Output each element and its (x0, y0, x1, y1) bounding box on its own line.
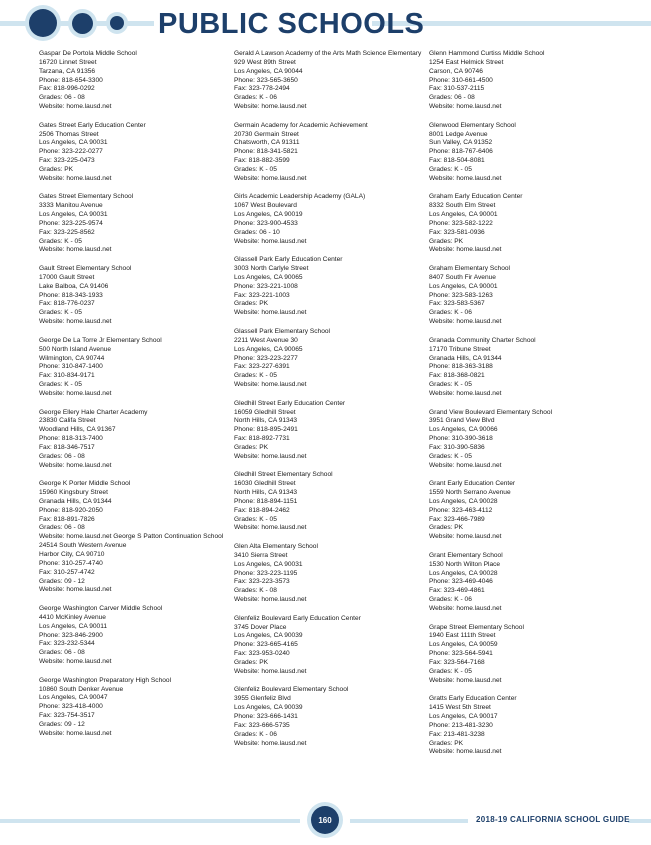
school-phone: Phone: 323-221-1008 (234, 282, 298, 290)
school-grades: Grades: K - 05 (429, 165, 472, 173)
page-number: 160 (318, 815, 332, 825)
school-website: Website: home.lausd.net (234, 596, 307, 604)
school-fax: Fax: 818-346-7517 (39, 443, 95, 451)
school-detail-line: 15960 Kingsbury Street (39, 489, 108, 497)
school-entry (234, 471, 419, 533)
school-detail-line: Granada Hills, CA 91344 (429, 354, 502, 362)
school-fax: Fax: 213-481-3238 (429, 730, 485, 738)
footer-rule-left (0, 819, 300, 823)
school-entry (429, 337, 614, 399)
school-fax: Fax: 323-469-4861 (429, 587, 485, 595)
page-number-badge (311, 806, 339, 834)
school-grades: Grades: K - 06 (234, 730, 277, 738)
header-rule-segment (124, 21, 154, 26)
school-website: Website: home.lausd.net (429, 748, 502, 756)
school-name: Gratts Early Education Center (429, 695, 517, 703)
school-entry (39, 480, 224, 595)
school-entry (39, 122, 224, 184)
school-grades: Grades: K - 05 (429, 452, 472, 460)
school-detail-line: 16059 Gledhill Street (234, 408, 296, 416)
school-detail-line: Tarzana, CA 91356 (39, 67, 96, 75)
school-grades: Grades: K - 05 (39, 381, 82, 389)
school-grades: Grades: PK (234, 659, 269, 666)
school-grades: Grades: 09 - 12 (39, 577, 85, 585)
school-name: Glenn Hammond Curtiss Middle School (429, 50, 545, 57)
school-website: Website: home.lausd.net (429, 604, 502, 612)
school-entry (234, 256, 419, 318)
school-detail-line: 3003 North Carlyle Street (234, 265, 309, 273)
school-phone: Phone: 818-767-6406 (429, 148, 493, 156)
school-website: Website: home.lausd.net (39, 658, 112, 666)
school-grades: Grades: 06 - 08 (39, 649, 85, 657)
school-phone: Phone: 323-665-4165 (234, 641, 298, 649)
school-fax: Fax: 323-666-5735 (234, 721, 290, 729)
school-fax: Fax: 818-996-0292 (39, 85, 95, 93)
school-grades: Grades: 06 - 08 (39, 94, 85, 102)
school-phone: Phone: 323-666-1431 (234, 713, 298, 721)
school-grades: Grades: PK (429, 237, 464, 245)
school-grades: Grades: K - 05 (234, 515, 277, 523)
header-rule-left (0, 21, 30, 26)
school-grades: Grades: 09 - 12 (39, 720, 85, 728)
school-website: Website: home.lausd.net (234, 667, 307, 675)
school-phone: Phone: 818-894-1151 (234, 497, 298, 505)
school-detail-line: Los Angeles, CA 90059 (429, 641, 498, 649)
school-grades: Grades: K - 08 (234, 587, 277, 595)
school-website: Website: home.lausd.net (429, 174, 502, 182)
school-fax: Fax: 323-223-3573 (234, 578, 290, 586)
school-website: Website: home.lausd.net (234, 237, 307, 245)
school-detail-line: 3745 Dover Place (234, 623, 287, 631)
header-dot-small (110, 16, 124, 30)
school-website: Website: home.lausd.net George S Patton Continuation School (39, 533, 224, 541)
school-website: Website: home.lausd.net (39, 103, 112, 111)
school-detail-line: 1530 North Wilton Place (429, 560, 501, 568)
school-name: Glenfeliz Boulevard Elementary School (234, 686, 349, 694)
school-name: Gledhill Street Elementary School (234, 471, 333, 479)
school-detail-line: Los Angeles, CA 90065 (234, 345, 303, 353)
school-name: George Washington Preparatory High School (39, 676, 172, 684)
school-detail-line: North Hills, CA 91343 (234, 489, 298, 497)
school-name: Gerald A Lawson Academy of the Arts Math Science Elementary (234, 50, 422, 57)
school-phone: Phone: 310-257-4740 (39, 559, 103, 567)
school-entry (234, 615, 419, 677)
school-name: Grape Street Elementary School (429, 623, 524, 631)
school-phone: Phone: 323-469-4046 (429, 578, 493, 586)
school-detail-line: 16720 Linnet Street (39, 58, 97, 66)
school-phone: Phone: 310-661-4500 (429, 76, 493, 84)
footer-rule-right (628, 819, 651, 823)
school-name: Gault Street Elementary School (39, 265, 132, 273)
school-name: George K Porter Middle School (39, 480, 131, 488)
school-detail-line: Los Angeles, CA 90031 (234, 560, 303, 568)
school-grades: Grades: 06 - 08 (39, 524, 85, 532)
school-entry (429, 193, 614, 255)
header-bar (0, 0, 651, 48)
school-phone: Phone: 818-654-3300 (39, 76, 103, 84)
school-website: Website: home.lausd.net (234, 174, 307, 182)
school-fax: Fax: 310-834-9171 (39, 372, 95, 380)
school-phone: Phone: 818-895-2491 (234, 426, 298, 434)
school-website: Website: home.lausd.net (429, 246, 502, 254)
school-detail-line: 3333 Manitou Avenue (39, 202, 103, 210)
school-name: Girls Academic Leadership Academy (GALA) (234, 193, 366, 201)
school-fax: Fax: 323-225-0473 (39, 157, 95, 165)
school-fax: Fax: 818-891-7826 (39, 515, 95, 523)
school-detail-line: 16030 Gledhill Street (234, 480, 296, 488)
school-website: Website: home.lausd.net (39, 389, 112, 397)
school-fax: Fax: 310-537-2115 (429, 85, 485, 93)
school-fax: Fax: 323-232-5344 (39, 640, 95, 648)
school-fax: Fax: 818-892-7731 (234, 435, 290, 443)
school-fax: Fax: 323-754-3517 (39, 712, 95, 720)
school-phone: Phone: 323-564-5941 (429, 650, 493, 658)
school-detail-line: Los Angeles, CA 90031 (39, 139, 108, 147)
school-phone: Phone: 213-481-3230 (429, 721, 493, 729)
school-detail-line: 23830 Califa Street (39, 417, 96, 425)
school-grades: Grades: K - 05 (234, 372, 277, 380)
school-phone: Phone: 323-463-4112 (429, 506, 493, 514)
school-grades: Grades: K - 05 (39, 309, 82, 317)
school-entry (429, 50, 614, 112)
school-entry (234, 50, 422, 112)
school-grades: Grades: K - 05 (234, 165, 277, 173)
header-rule-segment (57, 21, 73, 26)
school-detail-line: Los Angeles, CA 90031 (39, 211, 108, 219)
school-fax: Fax: 818-894-2462 (234, 506, 290, 514)
school-website: Website: home.lausd.net (429, 461, 502, 469)
school-name: Glassell Park Elementary School (234, 327, 331, 335)
school-phone: Phone: 323-223-1195 (234, 569, 298, 577)
school-detail-line: 3410 Sierra Street (234, 551, 288, 559)
school-detail-line: 17000 Gault Street (39, 273, 95, 281)
school-detail-line: 1940 East 111th Street (429, 632, 496, 640)
school-website: Website: home.lausd.net (39, 729, 112, 737)
school-detail-line: Los Angeles, CA 90047 (39, 694, 108, 702)
school-detail-line: 1254 East Helmick Street (429, 58, 504, 66)
school-name: Grand View Boulevard Elementary School (429, 408, 553, 416)
school-name: Glassell Park Early Education Center (234, 256, 343, 264)
school-fax: Fax: 323-466-7989 (429, 515, 485, 523)
school-detail-line: North Hills, CA 91343 (234, 417, 298, 425)
school-entry (39, 265, 224, 327)
school-website: Website: home.lausd.net (39, 586, 112, 594)
school-fax: Fax: 323-564-7168 (429, 659, 485, 666)
school-phone: Phone: 323-583-1263 (429, 291, 493, 299)
school-website: Website: home.lausd.net (39, 461, 112, 469)
school-detail-line: 8001 Ledge Avenue (429, 130, 488, 138)
school-grades: Grades: PK (429, 739, 464, 747)
school-detail-line: 1067 West Boulevard (234, 202, 297, 210)
school-entry (429, 480, 614, 542)
school-name: Gates Street Early Education Center (39, 121, 146, 129)
school-name: George Ellery Hale Charter Academy (39, 408, 148, 416)
school-entry (234, 193, 419, 246)
school-detail-line: Los Angeles, CA 90019 (234, 211, 303, 219)
school-detail-line: 8407 South Fir Avenue (429, 273, 496, 281)
school-website: Website: home.lausd.net (429, 103, 502, 111)
school-detail-line: Los Angeles, CA 90044 (234, 67, 303, 75)
school-detail-line: 3955 Glenfeliz Blvd (234, 695, 291, 703)
school-grades: Grades: K - 05 (429, 381, 472, 389)
school-website: Website: home.lausd.net (234, 739, 307, 747)
school-website: Website: home.lausd.net (39, 318, 112, 326)
school-entry (234, 328, 419, 390)
school-grades: Grades: PK (234, 443, 269, 451)
school-phone: Phone: 818-920-2050 (39, 506, 103, 514)
school-detail-line: Carson, CA 90746 (429, 67, 483, 75)
guide-title: 2018-19 CALIFORNIA SCHOOL GUIDE (476, 815, 630, 824)
school-detail-line: Los Angeles, CA 90028 (429, 497, 498, 505)
school-column-3 (429, 50, 614, 767)
school-name: Germain Academy for Academic Achievement (234, 121, 368, 129)
school-grades: Grades: K - 05 (39, 237, 82, 245)
school-website: Website: home.lausd.net (429, 533, 502, 541)
school-detail-line: 1559 North Serrano Avenue (429, 489, 511, 497)
school-website: Website: home.lausd.net (39, 174, 112, 182)
header-rule-segment (93, 21, 111, 26)
school-grades: Grades: 06 - 08 (429, 94, 475, 102)
school-grades: Grades: K - 06 (429, 309, 472, 317)
school-fax: Fax: 323-583-5367 (429, 300, 485, 308)
school-phone: Phone: 323-846-2900 (39, 631, 103, 639)
school-detail-line: 929 West 89th Street (234, 58, 296, 66)
school-phone: Phone: 310-390-3618 (429, 435, 493, 443)
school-fax: Fax: 323-778-2494 (234, 85, 290, 93)
school-entry (39, 409, 224, 471)
school-phone: Phone: 323-900-4533 (234, 219, 298, 227)
school-detail-line: Los Angeles, CA 90039 (234, 704, 303, 712)
school-fax: Fax: 323-221-1003 (234, 291, 290, 299)
school-entry (234, 543, 419, 605)
school-grades: Grades: PK (39, 165, 74, 173)
school-entry (39, 193, 224, 255)
school-fax: Fax: 818-776-0237 (39, 300, 95, 308)
school-detail-line: 10860 South Denker Avenue (39, 685, 124, 693)
school-detail-line: Los Angeles, CA 90039 (234, 632, 303, 640)
school-fax: Fax: 323-225-8562 (39, 228, 95, 236)
school-detail-line: Wilmington, CA 90744 (39, 354, 105, 362)
school-phone: Phone: 818-363-3188 (429, 363, 493, 371)
school-column-2 (234, 50, 422, 758)
school-entry (39, 605, 224, 667)
school-phone: Phone: 323-222-0277 (39, 148, 103, 156)
school-name: Granada Community Charter School (429, 336, 536, 344)
school-name: George De La Torre Jr Elementary School (39, 336, 162, 344)
school-detail-line: Los Angeles, CA 90066 (429, 426, 498, 434)
page-title: PUBLIC SCHOOLS (158, 8, 425, 40)
header-dot-large (29, 9, 57, 37)
school-grades: Grades: K - 06 (429, 596, 472, 604)
header-dot-medium (72, 13, 93, 34)
school-phone: Phone: 323-418-4000 (39, 703, 103, 711)
school-detail-line: Los Angeles, CA 90017 (429, 713, 498, 721)
school-detail-line: Woodland Hills, CA 91367 (39, 426, 116, 434)
school-name: Glenwood Elementary School (429, 121, 516, 129)
school-name: Glenfeliz Boulevard Early Education Center (234, 614, 361, 622)
school-phone: Phone: 323-582-1222 (429, 219, 493, 227)
school-entry (429, 409, 614, 471)
school-entry (429, 265, 614, 327)
school-name: Gates Street Elementary School (39, 193, 134, 201)
school-grades: Grades: 06 - 08 (39, 452, 85, 460)
school-entry (234, 122, 419, 184)
school-website: Website: home.lausd.net (429, 676, 502, 684)
school-website: Website: home.lausd.net (234, 309, 307, 317)
school-entry (429, 552, 614, 614)
school-phone: Phone: 818-313-7400 (39, 435, 103, 443)
school-detail-line: 20730 Germain Street (234, 130, 299, 138)
school-name: George Washington Carver Middle School (39, 604, 163, 612)
school-website: Website: home.lausd.net (234, 452, 307, 460)
school-website: Website: home.lausd.net (234, 381, 307, 389)
school-name: Grant Elementary School (429, 551, 503, 559)
school-detail-line: Los Angeles, CA 90028 (429, 569, 498, 577)
school-website: Website: home.lausd.net (234, 524, 307, 532)
school-name: Gledhill Street Early Education Center (234, 399, 346, 407)
school-name: Grant Early Education Center (429, 480, 516, 488)
school-fax: Fax: 323-227-6391 (234, 363, 290, 371)
school-name: Gaspar De Portola Middle School (39, 50, 137, 57)
school-entry (39, 337, 224, 399)
school-entry (429, 122, 614, 184)
school-fax: Fax: 310-257-4742 (39, 568, 95, 576)
school-column-1 (39, 50, 224, 748)
school-fax: Fax: 818-504-8081 (429, 157, 485, 165)
school-fax: Fax: 818-368-0821 (429, 372, 485, 380)
school-grades: Grades: 06 - 10 (234, 228, 280, 236)
school-detail-line: 4410 McKinley Avenue (39, 613, 106, 621)
school-grades: Grades: K - 06 (234, 94, 277, 102)
school-detail-line: 3951 Grand View Blvd (429, 417, 495, 425)
school-name: Glen Alta Elementary School (234, 543, 318, 551)
footer-rule-middle (350, 819, 468, 823)
school-website: Website: home.lausd.net (234, 103, 307, 111)
school-detail-line: Lake Balboa, CA 91406 (39, 282, 109, 290)
school-entry (234, 686, 419, 748)
school-detail-line: 2211 West Avenue 30 (234, 336, 298, 344)
school-website: Website: home.lausd.net (39, 246, 112, 254)
school-phone: Phone: 323-223-2277 (234, 354, 298, 362)
school-website: Website: home.lausd.net (429, 318, 502, 326)
school-name: Graham Early Education Center (429, 193, 523, 201)
school-grades: Grades: K - 05 (429, 667, 472, 675)
school-detail-line: Los Angeles, CA 90011 (39, 622, 108, 630)
school-name: Graham Elementary School (429, 265, 510, 273)
school-detail-line: 500 North Island Avenue (39, 345, 112, 353)
school-phone: Phone: 310-847-1400 (39, 363, 103, 371)
school-phone: Phone: 818-341-5821 (234, 148, 298, 156)
school-grades: Grades: PK (234, 300, 269, 308)
school-entry (429, 624, 614, 686)
school-entry (234, 400, 419, 462)
school-detail-line: 24514 South Western Avenue (39, 542, 127, 550)
school-entry (429, 695, 614, 757)
school-phone: Phone: 323-565-3650 (234, 76, 298, 84)
school-detail-line: Chatsworth, CA 91311 (234, 139, 300, 147)
school-detail-line: Los Angeles, CA 90065 (234, 273, 303, 281)
school-detail-line: Los Angeles, CA 90001 (429, 282, 498, 290)
school-phone: Phone: 323-225-9574 (39, 219, 103, 227)
school-detail-line: 17170 Tribune Street (429, 345, 491, 353)
school-fax: Fax: 310-390-5836 (429, 443, 485, 451)
school-detail-line: 2506 Thomas Street (39, 130, 99, 138)
school-website: Website: home.lausd.net (429, 389, 502, 397)
school-detail-line: Los Angeles, CA 90001 (429, 211, 498, 219)
school-detail-line: 8332 South Elm Street (429, 202, 496, 210)
school-phone: Phone: 818-343-1933 (39, 291, 103, 299)
school-fax: Fax: 323-953-0240 (234, 650, 290, 658)
school-grades: Grades: PK (429, 524, 464, 532)
school-detail-line: Granada Hills, CA 91344 (39, 497, 112, 505)
school-fax: Fax: 323-581-0936 (429, 228, 485, 236)
school-entry (39, 50, 224, 112)
school-fax: Fax: 818-882-3599 (234, 157, 290, 165)
school-detail-line: Harbor City, CA 90710 (39, 550, 105, 558)
school-detail-line: Sun Valley, CA 91352 (429, 139, 493, 147)
school-entry (39, 677, 224, 739)
school-detail-line: 1415 West 5th Street (429, 704, 491, 712)
